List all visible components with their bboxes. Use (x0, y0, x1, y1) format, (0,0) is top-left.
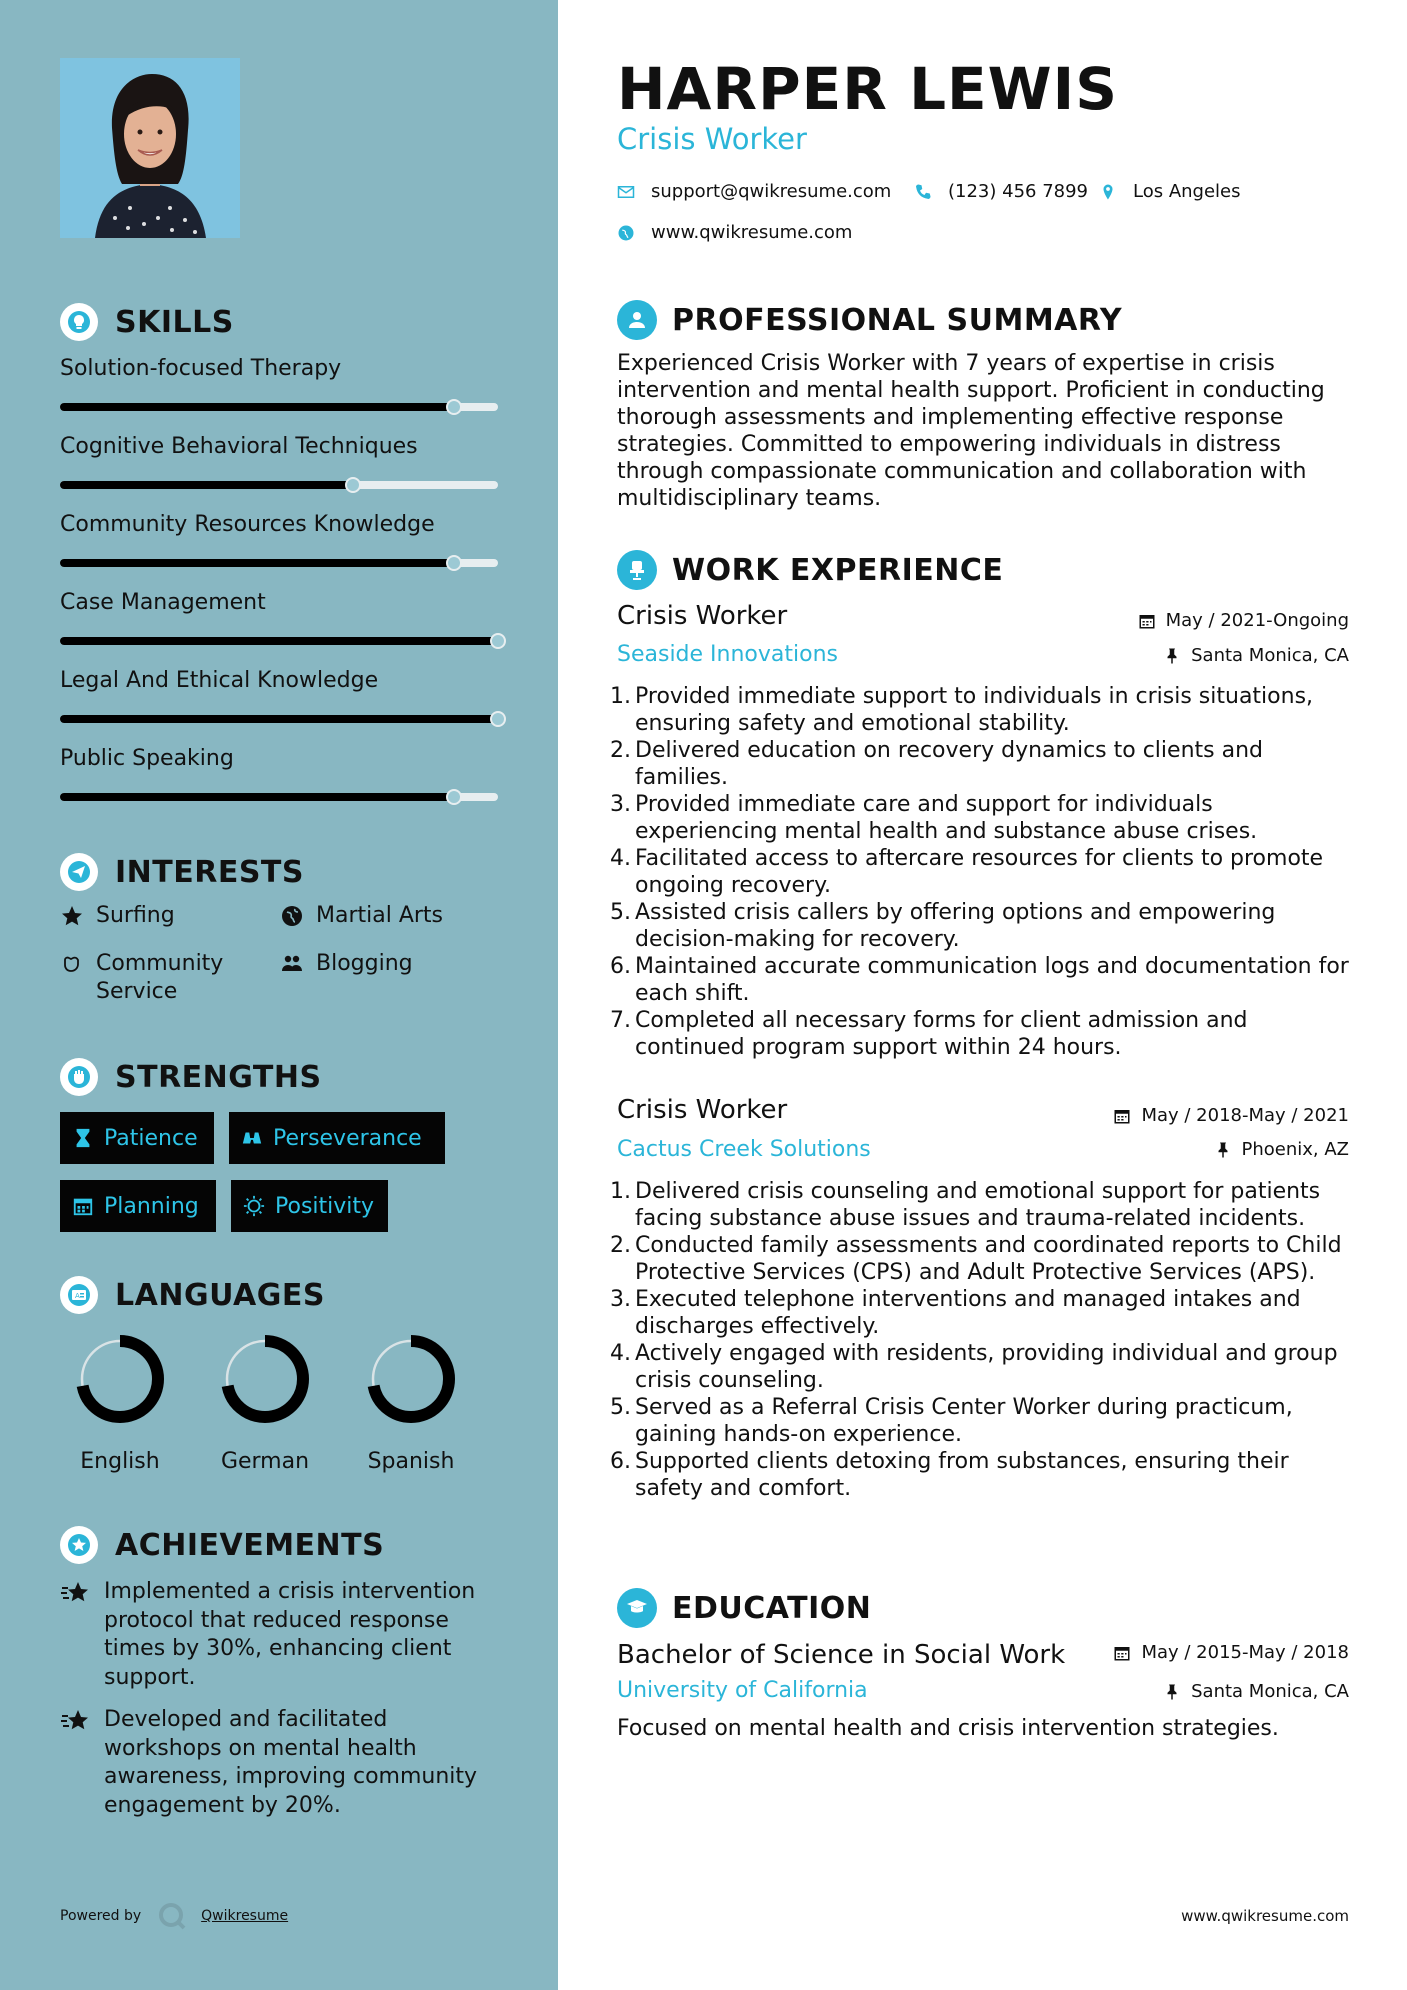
contact-location (1099, 181, 1241, 202)
experience-heading (617, 550, 1003, 590)
skill-bar (60, 559, 498, 567)
duty-item: 4. Facilitated access to aftercare resources for clients to promote ongoing recovery. (610, 846, 1324, 898)
summary-text: Experienced Crisis Worker with 7 years of expertise in crisis intervention and mental health support. Proficient in conducting thorough assessments and implementing effective response strategies. Committed to empowering individuals in distress through compassionate communication and collaboration with multidisciplinary teams. (617, 351, 1325, 511)
duty-item: 3. Executed telephone interventions and managed intakes and discharges effectively. (610, 1287, 1301, 1339)
phone-icon (914, 183, 932, 201)
star-badge-icon (60, 1526, 98, 1564)
skill-bar-fill (60, 793, 454, 801)
hourglass-icon (72, 1127, 94, 1149)
skill-bar-knob (446, 555, 462, 571)
strengths-heading (60, 1058, 322, 1096)
strength-label: Patience (104, 1125, 198, 1151)
duty-item: 4. Actively engaged with residents, providing individual and group crisis counseling. (610, 1341, 1338, 1393)
globe-icon (617, 224, 635, 242)
calendar-icon (1113, 1644, 1131, 1662)
candidate-title: Crisis Worker (617, 122, 807, 156)
skill-bar-knob (490, 711, 506, 727)
qwikresume-logo-icon (157, 1901, 187, 1931)
duty-item: 6. Supported clients detoxing from substances, ensuring their safety and comfort. (610, 1449, 1289, 1501)
interest-item (280, 950, 413, 978)
calendar-icon (72, 1195, 94, 1217)
email-text: support@qwikresume.com (651, 181, 892, 202)
job-company: Cactus Creek Solutions (617, 1137, 871, 1162)
trophy-star-icon (60, 1578, 92, 1610)
chair-icon (617, 550, 657, 590)
skill-bar-fill (60, 403, 454, 411)
fist-icon (60, 1058, 98, 1096)
pushpin-icon (1163, 1683, 1181, 1701)
language-donut (217, 1331, 313, 1427)
pushpin-icon (1163, 647, 1181, 665)
strength-chip (60, 1180, 216, 1232)
strength-chip (231, 1180, 388, 1232)
skill-item (60, 746, 498, 801)
education-school: University of California (617, 1678, 868, 1703)
skills-title: SKILLS (115, 304, 234, 340)
job-dates-text: May / 2018-May / 2021 (1141, 1105, 1349, 1126)
summary-heading (617, 300, 1122, 340)
duty-item: 5. Assisted crisis callers by offering options and empowering decision-making for recovery. (610, 900, 1276, 952)
job-dates-text: May / 2021-Ongoing (1165, 610, 1349, 631)
skill-bar (60, 715, 498, 723)
interest-item (60, 902, 175, 930)
language-item (341, 1331, 481, 1474)
duty-item: 1. Delivered crisis counseling and emotional support for patients facing substance abuse issues and trauma-related incidents. (610, 1179, 1321, 1231)
website-text: www.qwikresume.com (651, 222, 853, 243)
education-degree: Bachelor of Science in Social Work (617, 1640, 1066, 1670)
skill-bar (60, 793, 498, 801)
graduate-icon (617, 1588, 657, 1628)
education-description: Focused on mental health and crisis intervention strategies. (617, 1716, 1279, 1741)
job-location-text: Phoenix, AZ (1241, 1139, 1349, 1160)
skill-bar (60, 637, 498, 645)
skill-bar-fill (60, 637, 498, 645)
language-item (50, 1331, 190, 1474)
job-role: Crisis Worker (617, 601, 788, 631)
calendar-icon (1138, 612, 1156, 630)
contact-phone[interactable] (914, 181, 1088, 202)
duty-item: 5. Served as a Referral Crisis Center Worker during practicum, gaining hands-on experience. (610, 1395, 1293, 1447)
duty-item: 6. Maintained accurate communication logs and documentation for each shift. (610, 954, 1349, 1006)
skill-bar-fill (60, 559, 454, 567)
skill-label: Community Resources Knowledge (60, 512, 435, 537)
strengths-title: STRENGTHS (115, 1059, 322, 1095)
contact-email[interactable] (617, 181, 891, 202)
users-icon (280, 952, 304, 976)
skill-bar-fill (60, 715, 498, 723)
globe-icon (280, 904, 304, 928)
interest-item (60, 950, 240, 1006)
pushpin-icon (1214, 1141, 1232, 1159)
achievement-text: Developed and facilitated workshops on mental health awareness, improving community engagement by 20%. (104, 1707, 478, 1818)
job-duties (610, 683, 1360, 1061)
footer-website-link[interactable]: www.qwikresume.com (1181, 1907, 1349, 1925)
paper-plane-icon (60, 853, 98, 891)
skill-bar (60, 481, 498, 489)
duty-item: 2. Delivered education on recovery dynamics to clients and families. (610, 738, 1263, 790)
education-location-text: Santa Monica, CA (1191, 1681, 1349, 1702)
interest-label: Martial Arts (316, 903, 444, 928)
summary-title: PROFESSIONAL SUMMARY (672, 302, 1123, 338)
education-location (1163, 1681, 1349, 1702)
interest-item (280, 902, 443, 930)
language-donut (72, 1331, 168, 1427)
duty-item: 7. Completed all necessary forms for client admission and continued program support within 24 hours. (610, 1008, 1248, 1060)
hand-icon (60, 952, 84, 976)
duty-item: 1. Provided immediate support to individuals in crisis situations, ensuring safety and emotional stability. (610, 684, 1314, 736)
contact-website[interactable] (617, 222, 852, 243)
skill-item (60, 590, 498, 645)
skills-heading (60, 303, 234, 341)
job-company: Seaside Innovations (617, 642, 838, 667)
achievements-title: ACHIEVEMENTS (115, 1527, 385, 1563)
candidate-name: HARPER LEWIS (617, 55, 1118, 123)
languages-title: LANGUAGES (115, 1277, 325, 1313)
skill-label: Public Speaking (60, 746, 234, 771)
strength-label: Planning (104, 1193, 199, 1219)
phone-text: (123) 456 7899 (948, 181, 1089, 202)
achievement-item (60, 1706, 500, 1820)
skill-bar-knob (446, 399, 462, 415)
achievement-item (60, 1578, 500, 1692)
education-dates (1113, 1642, 1349, 1663)
achievement-text: Implemented a crisis intervention protocol that reduced response times by 30%, enhancing client support. (104, 1579, 476, 1690)
interest-label: Surfing (96, 903, 175, 928)
strength-chip (60, 1112, 214, 1164)
skill-label: Cognitive Behavioral Techniques (60, 434, 418, 459)
skill-label: Solution-focused Therapy (60, 356, 342, 381)
education-dates-text: May / 2015-May / 2018 (1141, 1642, 1349, 1663)
star-icon (60, 904, 84, 928)
interest-label: Community Service (96, 951, 224, 1004)
achievements-heading (60, 1526, 384, 1564)
powered-by-label: Powered by (60, 1908, 142, 1924)
strength-label: Positivity (275, 1193, 375, 1219)
powered-by (60, 1901, 288, 1931)
strength-chip (229, 1112, 445, 1164)
sidebar (0, 0, 558, 1990)
binoculars-icon (241, 1127, 263, 1149)
skill-bar-knob (446, 789, 462, 805)
skill-item (60, 668, 498, 723)
interest-label: Blogging (316, 951, 413, 976)
skill-label: Legal And Ethical Knowledge (60, 668, 379, 693)
trophy-star-icon (60, 1706, 92, 1738)
education-heading (617, 1588, 871, 1628)
language-label: Spanish (367, 1449, 455, 1474)
language-donut (363, 1331, 459, 1427)
skill-item (60, 434, 498, 489)
user-icon (617, 300, 657, 340)
education-title: EDUCATION (672, 1590, 872, 1626)
job-location (1214, 1139, 1350, 1160)
skill-item (60, 512, 498, 567)
job-location (1163, 645, 1349, 666)
job-location-text: Santa Monica, CA (1191, 645, 1349, 666)
skill-label: Case Management (60, 590, 266, 615)
job-dates (1113, 1105, 1349, 1126)
interests-heading (60, 853, 304, 891)
skill-bar (60, 403, 498, 411)
duty-item: 2. Conducted family assessments and coordinated reports to Child Protective Services (CPS) and Adult Protective Services (APS). (610, 1233, 1342, 1285)
qwikresume-link[interactable]: Qwikresume (201, 1908, 289, 1924)
calendar-icon (1113, 1107, 1131, 1125)
sun-icon (243, 1195, 265, 1217)
skill-item (60, 356, 498, 411)
location-text: Los Angeles (1133, 181, 1241, 202)
job-role: Crisis Worker (617, 1095, 788, 1125)
language-item (195, 1331, 335, 1474)
map-pin-icon (1099, 183, 1117, 201)
language-label: English (80, 1449, 160, 1474)
job-duties (610, 1178, 1360, 1502)
job-dates (1138, 610, 1349, 631)
skill-bar-knob (345, 477, 361, 493)
language-label: German (220, 1449, 310, 1474)
skill-bar-knob (490, 633, 506, 649)
language-card-icon (60, 1276, 98, 1314)
duty-item: 3. Provided immediate care and support for individuals experiencing mental health and substance abuse crises. (610, 792, 1258, 844)
envelope-icon (617, 183, 635, 201)
lightbulb-icon (60, 303, 98, 341)
interests-title: INTERESTS (115, 854, 304, 890)
experience-title: WORK EXPERIENCE (672, 552, 1004, 588)
svg-text:A: A (75, 1292, 80, 1300)
languages-heading (60, 1276, 325, 1314)
skill-bar-fill (60, 481, 353, 489)
strength-label: Perseverance (273, 1125, 422, 1151)
profile-photo (60, 58, 240, 238)
